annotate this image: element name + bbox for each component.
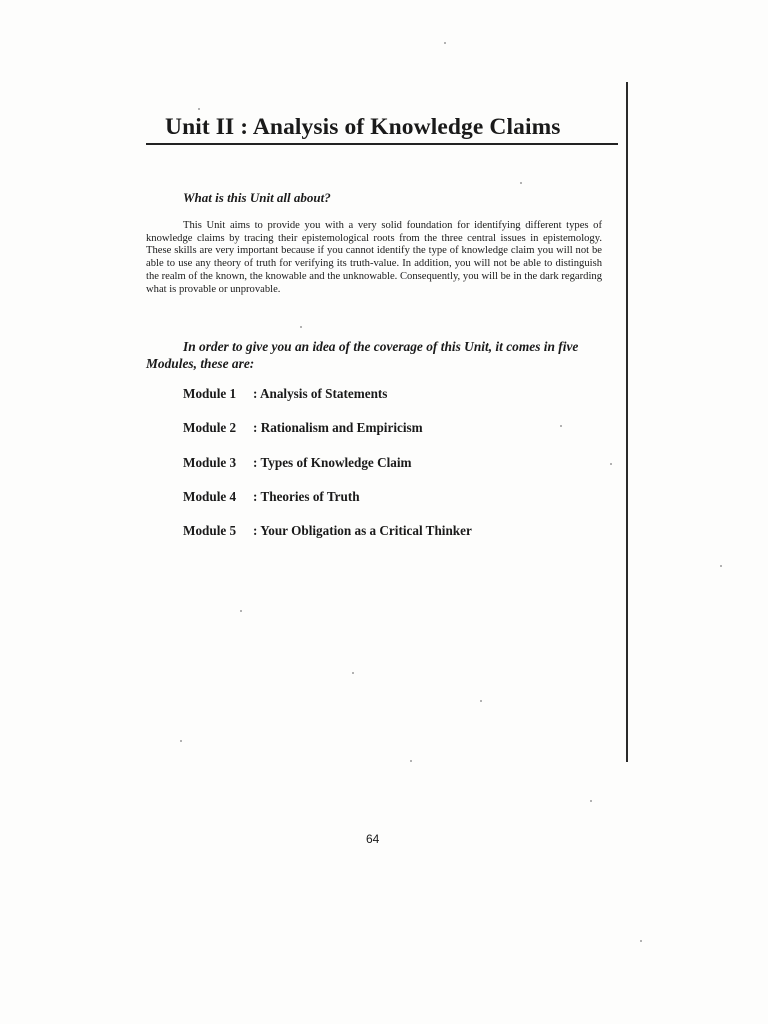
scan-speck	[410, 760, 412, 762]
scan-speck	[520, 182, 522, 184]
module-item	[183, 386, 472, 420]
module-label: Module 4	[183, 488, 237, 504]
coverage-statement: In order to give you an idea of the coverage of this Unit, it comes in five Modules, these are:	[146, 339, 579, 371]
intro-paragraph: This Unit aims to provide you with a very solid foundation for identifying different types of knowledge claims by tracing their epistemological roots from the three central issues in epistemology. These skills are very important because if you cannot identify the type of knowledge claim you will not be able to use any theory of truth for verifying its truth-value. In addition, you will not be able to distinguish the realm of the known, the knowable and the unknowable. Consequently, you will be in the dark regarding what is provable or unprovable.	[146, 220, 602, 295]
scan-speck	[300, 326, 302, 328]
page-title: Unit II : Analysis of Knowledge Claims	[165, 114, 561, 140]
module-list	[183, 386, 472, 557]
module-label: Module 1	[183, 386, 237, 401]
scan-speck	[590, 800, 592, 802]
scan-speck	[444, 42, 446, 44]
scan-speck	[240, 610, 242, 612]
scan-speck	[610, 463, 612, 465]
page-number: 64	[366, 832, 380, 846]
section-subheading: What is this Unit all about?	[183, 190, 331, 205]
scan-speck	[480, 700, 482, 702]
module-title: : Theories of Truth	[253, 488, 360, 504]
module-item	[183, 523, 472, 557]
module-label: Module 2	[183, 420, 237, 436]
module-item	[183, 489, 472, 523]
module-item	[183, 455, 472, 489]
module-title: : Your Obligation as a Critical Thinker	[253, 523, 472, 539]
scan-speck	[352, 672, 354, 674]
title-underline	[146, 143, 618, 145]
module-label: Module 3	[183, 454, 237, 470]
module-item	[183, 420, 472, 454]
margin-rule	[626, 82, 628, 762]
scan-speck	[560, 425, 562, 427]
module-title: : Rationalism and Empiricism	[253, 420, 423, 436]
module-title: : Types of Knowledge Claim	[253, 454, 412, 470]
module-title: : Analysis of Statements	[253, 386, 388, 401]
scan-speck	[180, 740, 182, 742]
scan-speck	[720, 565, 722, 567]
scan-speck	[640, 940, 642, 942]
scan-speck	[198, 108, 200, 110]
module-label: Module 5	[183, 523, 237, 539]
